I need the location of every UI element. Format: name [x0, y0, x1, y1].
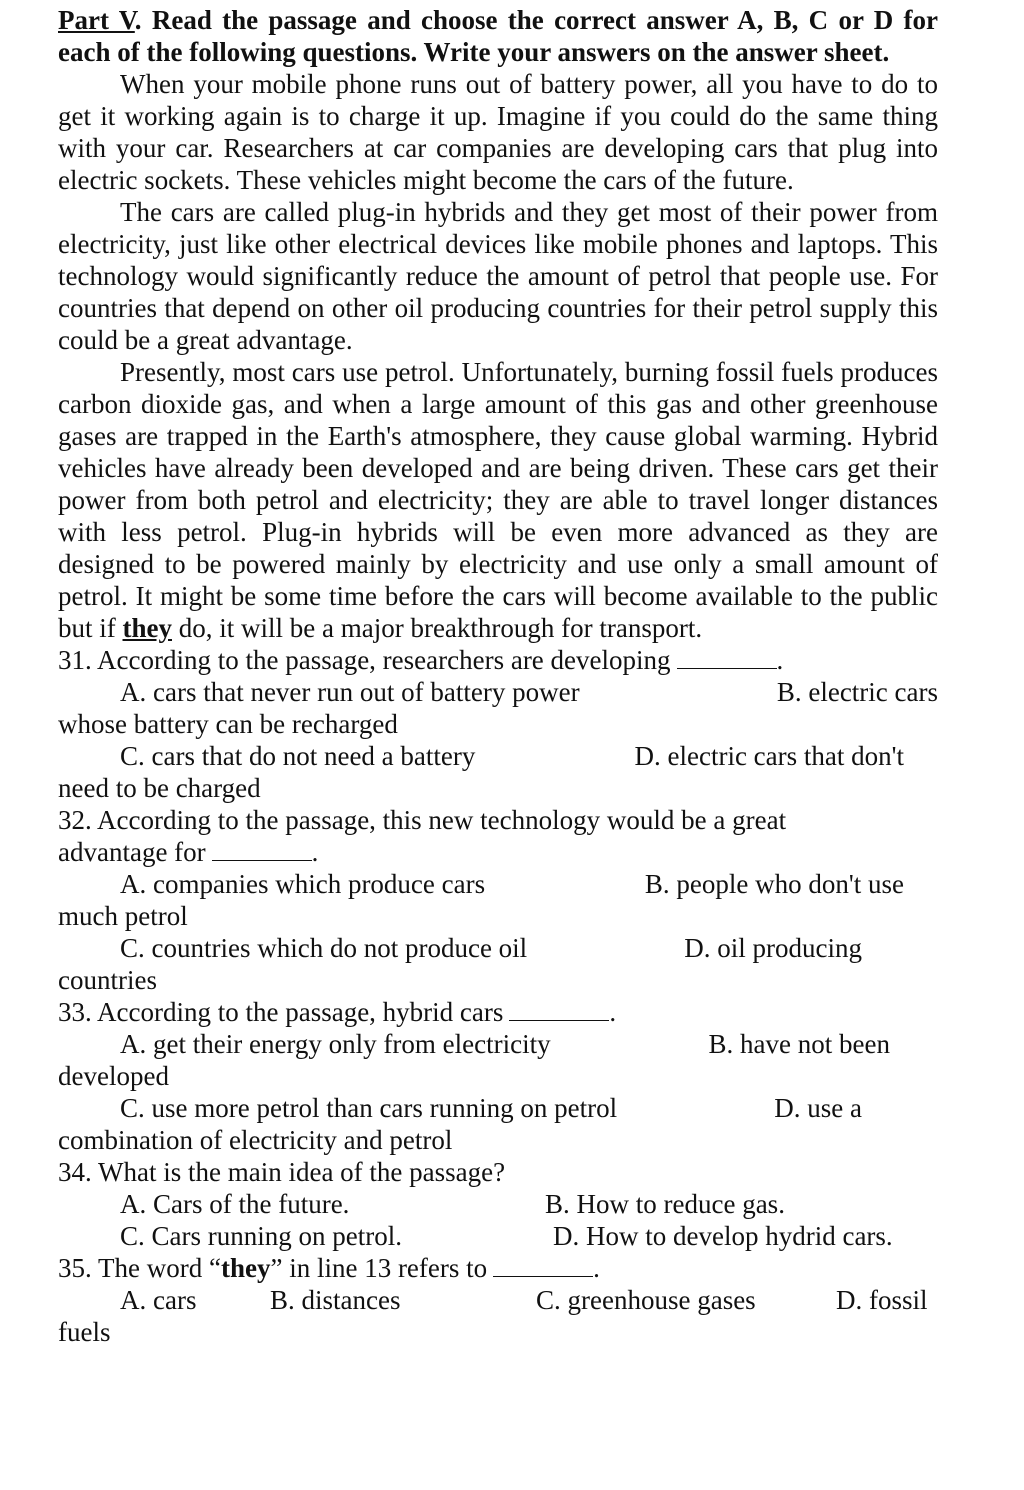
question-stem: 35. The word “they” in line 13 refers to . — [58, 1253, 600, 1283]
question-31 — [58, 644, 938, 804]
option-d: D. electric cars that don't — [634, 741, 904, 771]
option-b-continued: much petrol — [58, 901, 188, 931]
option-d: D. fossil — [836, 1285, 928, 1315]
part-label: Part V — [58, 5, 135, 35]
question-stem: 31. According to the passage, researchers are developing . — [58, 645, 784, 675]
option-b: B. distances — [270, 1285, 401, 1315]
option-a: A. get their energy only from electricity — [120, 1029, 551, 1059]
quoted-word: they — [220, 1253, 271, 1283]
option-c: C. cars that do not need a battery — [120, 741, 476, 771]
option-b: B. How to reduce gas. — [545, 1189, 785, 1219]
option-a: A. companies which produce cars — [120, 869, 486, 899]
option-d-continued: countries — [58, 965, 157, 995]
paragraph-3-end: do, it will be a major breakthrough for transport. — [178, 613, 703, 643]
question-35 — [58, 1252, 938, 1348]
answer-blank — [509, 998, 609, 1021]
passage-paragraph-1: When your mobile phone runs out of battery power, all you have to do to get it working again is to charge it up. Imagine if you could do the same thing with your car. Researchers at car companies are developing cars that plug into electric sockets. These vehicles might become the cars of the future. — [58, 69, 938, 195]
question-stem-continued: advantage for . — [58, 837, 319, 867]
option-c: C. use more petrol than cars running on petrol — [120, 1093, 618, 1123]
answer-blank — [493, 1254, 593, 1277]
option-d: D. How to develop hydrid cars. — [553, 1221, 893, 1251]
option-b: B. electric cars — [776, 677, 938, 707]
option-d-continued: fuels — [58, 1317, 111, 1347]
option-c: C. greenhouse gases — [536, 1285, 756, 1315]
question-34 — [58, 1156, 938, 1252]
paragraph-3-text: Presently, most cars use petrol. Unfortunately, burning fossil fuels produces carbon dioxide gas, and when a large amount of this gas and other greenhouse gases are trapped in the Earth's atmosphere, they cause global warming. Hybrid vehicles have already been developed and are being driven. These cars get their power from both petrol and electricity; they are able to travel longer distances with less petrol. Plug-in hybrids will be even more advanced as they are designed to be powered mainly by electricity and use only a small amount of petrol. It might be some time before the cars will become available to the public but if — [58, 357, 938, 643]
option-c: C. Cars running on petrol. — [120, 1221, 402, 1251]
option-d-continued: need to be charged — [58, 773, 261, 803]
referenced-word: they — [122, 613, 172, 643]
option-a: A. cars — [120, 1285, 197, 1315]
option-b-continued: developed — [58, 1061, 169, 1091]
section-heading — [58, 4, 938, 68]
question-stem: 34. What is the main idea of the passage? — [58, 1157, 506, 1187]
passage-paragraph-3 — [58, 356, 938, 644]
option-a: A. Cars of the future. — [120, 1189, 350, 1219]
question-32 — [58, 804, 938, 996]
passage-paragraph-2: The cars are called plug-in hybrids and they get most of their power from electricity, just like other electrical devices like mobile phones and laptops. This technology would significantly reduce the amount of petrol that people use. For countries that depend on other oil producing countries for their petrol supply this could be a great advantage. — [58, 197, 938, 355]
option-d: D. use a — [774, 1093, 862, 1123]
question-33 — [58, 996, 938, 1156]
option-b: B. people who don't use — [644, 869, 904, 899]
option-a: A. cars that never run out of battery power — [120, 677, 580, 707]
worksheet-page — [58, 4, 938, 1348]
instructions: . Read the passage and choose the correct answer A, B, C or D for each of the following questions. Write your answers on the answer sheet. — [58, 5, 939, 67]
question-stem: 33. According to the passage, hybrid cars . — [58, 997, 617, 1027]
option-b: B. have not been — [708, 1029, 890, 1059]
option-d-continued: combination of electricity and petrol — [58, 1125, 453, 1155]
option-c: C. countries which do not produce oil — [120, 933, 528, 963]
answer-blank — [212, 838, 312, 861]
option-d: D. oil producing — [684, 933, 862, 963]
answer-blank — [677, 646, 777, 669]
question-stem: 32. According to the passage, this new technology would be a great — [58, 805, 787, 835]
option-b-continued: whose battery can be recharged — [58, 709, 398, 739]
